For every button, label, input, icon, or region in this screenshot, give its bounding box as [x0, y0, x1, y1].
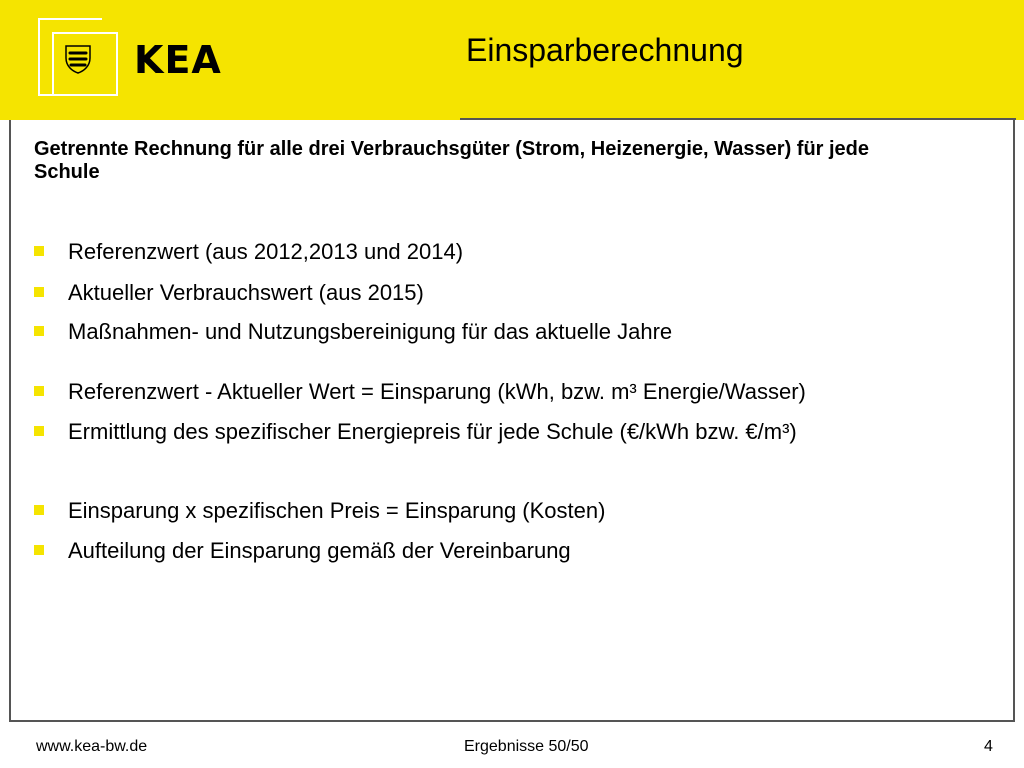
page-number: 4 [984, 738, 993, 755]
bullet-square-icon [34, 545, 44, 555]
bullet-square-icon [34, 386, 44, 396]
bullet-square-icon [34, 246, 44, 256]
header-divider [460, 118, 1016, 120]
footer-url[interactable]: www.kea-bw.de [36, 738, 148, 755]
slide-header [0, 0, 1024, 120]
bullet-square-icon [34, 426, 44, 436]
footer-center-text: Ergebnisse 50/50 [464, 738, 589, 755]
coat-of-arms-icon [64, 44, 92, 74]
logo-text: KEA [134, 38, 222, 82]
page-title: Einsparberechnung [466, 32, 744, 68]
bullet-square-icon [34, 326, 44, 336]
intro-heading: Getrennte Rechnung für alle drei Verbrauchsgüter (Strom, Heizenergie, Wasser) für jede Schule [34, 138, 870, 183]
bullet-square-icon [34, 287, 44, 297]
bullet-square-icon [34, 505, 44, 515]
